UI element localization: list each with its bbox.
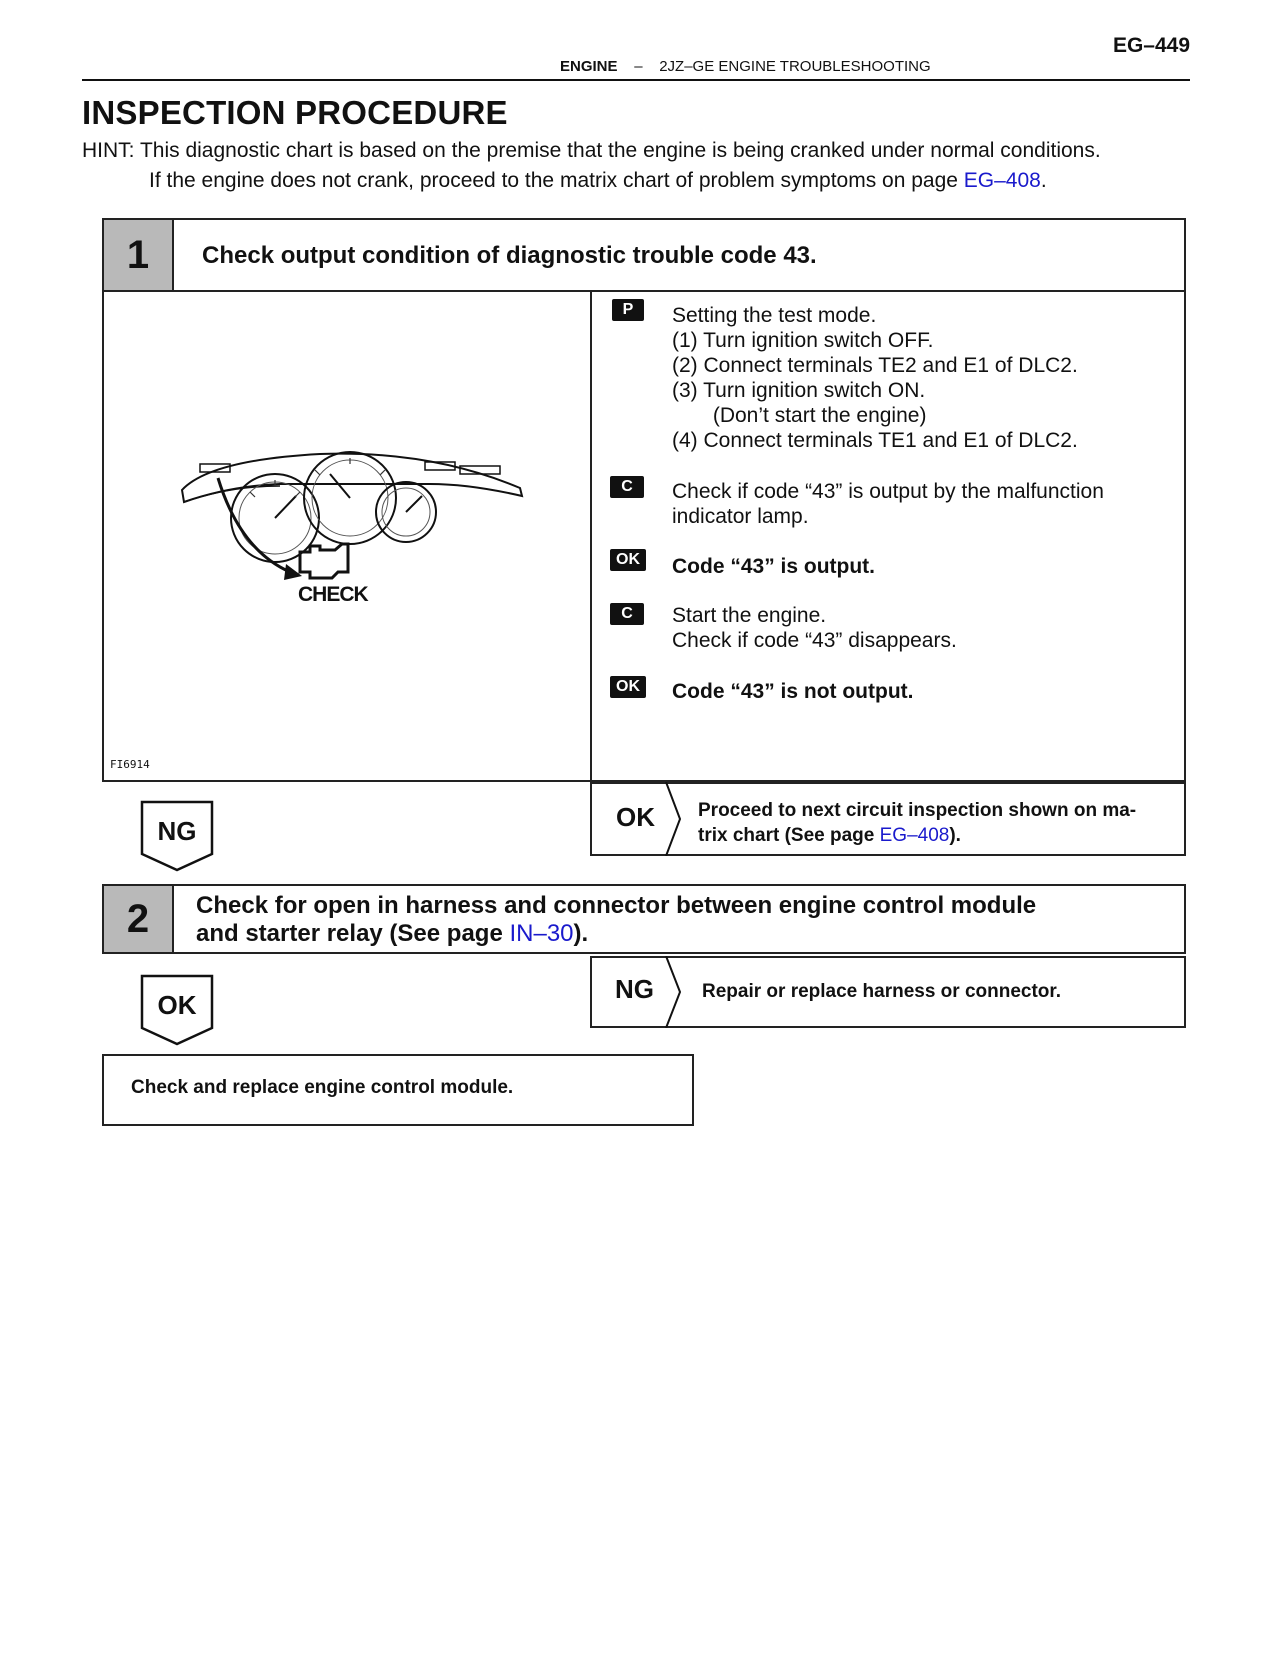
procedure-text: (3) Turn ignition switch ON. — [672, 379, 926, 402]
figure-code: FI6914 — [110, 758, 150, 771]
hint-suffix: . — [1040, 169, 1047, 192]
procedure-text: (1) Turn ignition switch OFF. — [672, 329, 934, 352]
chapter-name: 2JZ–GE ENGINE TROUBLESHOOTING — [659, 58, 931, 75]
step1-header — [102, 218, 1186, 292]
procedure-text: Check if code “43” is output by the malfunction — [672, 480, 1104, 503]
procedure-text: Start the engine. — [672, 604, 827, 627]
procedure-text: Setting the test mode. — [672, 304, 877, 327]
badge-check: C — [610, 603, 644, 625]
in30-link[interactable]: IN–30 — [509, 920, 574, 947]
ok-branch-label: OK — [157, 990, 197, 1020]
ng-branch-label: NG — [157, 816, 197, 846]
badge-ok: OK — [610, 549, 646, 571]
step2-title-line-1: Check for open in harness and connector between engine control module — [196, 892, 1037, 919]
eg408-link[interactable]: EG–408 — [879, 825, 950, 846]
step2-title — [174, 886, 1036, 952]
badge-prepare: P — [612, 299, 644, 321]
hint-text: If the engine does not crank, proceed to the matrix chart of problem symptoms on page — [149, 169, 964, 192]
check-engine-label: CHECK — [298, 583, 368, 606]
procedure-text: (Don’t start the engine) — [672, 404, 927, 427]
ok-result-line-2 — [698, 823, 1136, 848]
header-rule — [82, 79, 1190, 81]
ok-result-line-2-suffix: ). — [949, 825, 961, 846]
running-header — [560, 58, 931, 75]
header-separator: – — [634, 58, 643, 75]
step2-title-text: and starter relay (See page — [196, 920, 510, 947]
procedure-result: Code “43” is not output. — [672, 680, 914, 703]
step1-divider — [590, 290, 592, 782]
procedure-text: Check if code “43” disappears. — [672, 629, 957, 652]
procedure-result: Code “43” is output. — [672, 555, 876, 578]
result-arrow-divider — [664, 956, 684, 1028]
hint-line-1: HINT: This diagnostic chart is based on the premise that the engine is being cranked under normal conditions. — [82, 139, 1101, 162]
step2-number: 2 — [104, 886, 174, 952]
badge-ok: OK — [610, 676, 646, 698]
procedure-text: (2) Connect terminals TE2 and E1 of DLC2. — [672, 354, 1078, 377]
hint-page-link[interactable]: EG–408 — [963, 169, 1041, 192]
ng-result-text: Repair or replace harness or connector. — [702, 981, 1062, 1002]
procedure-text: (4) Connect terminals TE1 and E1 of DLC2. — [672, 429, 1078, 452]
ok-result-line-2-text: trix chart (See page — [698, 825, 880, 846]
procedure-text: indicator lamp. — [672, 505, 809, 528]
section-name: ENGINE — [560, 58, 618, 75]
step1-title: Check output condition of diagnostic trouble code 43. — [202, 242, 817, 269]
ng-result-label: NG — [615, 974, 654, 1004]
hint-line-2 — [149, 169, 1047, 193]
badge-check: C — [610, 476, 644, 498]
step2-title-suffix: ). — [573, 920, 589, 947]
step2-title-line-2 — [196, 920, 1036, 948]
page-title: INSPECTION PROCEDURE — [82, 94, 508, 131]
final-action-text: Check and replace engine control module. — [131, 1077, 514, 1098]
page-number: EG–449 — [1112, 34, 1190, 57]
step2-header — [102, 884, 1186, 954]
ok-result-text — [698, 798, 1136, 848]
ok-result-line-1: Proceed to next circuit inspection shown on ma- — [698, 800, 1137, 821]
result-arrow-divider — [664, 782, 684, 856]
ok-result-label: OK — [616, 802, 655, 832]
step1-number: 1 — [104, 220, 174, 290]
